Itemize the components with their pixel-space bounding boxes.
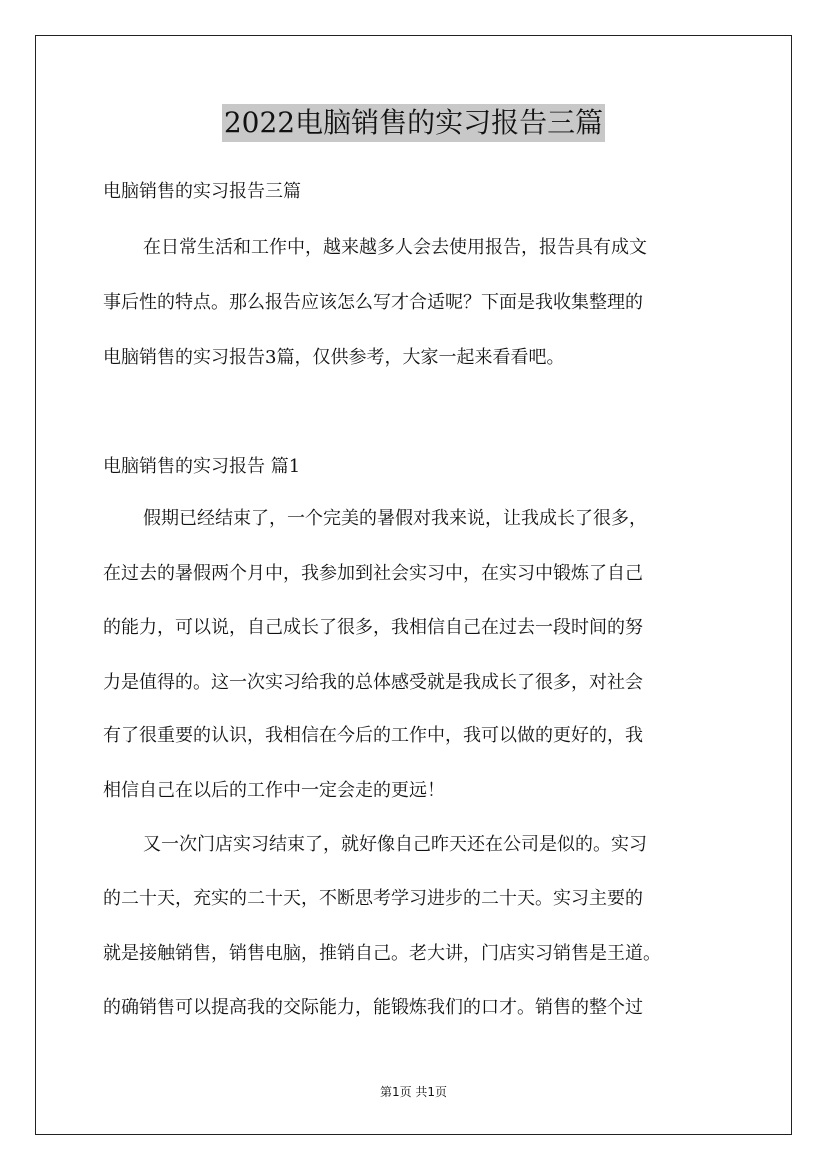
paragraph-line: 假期已经结束了，一个完美的暑假对我来说，让我成长了很多， (143, 508, 647, 529)
paragraph-line: 又一次门店实习结束了，就好像自己昨天还在公司是似的。实习 (143, 834, 647, 855)
document-title-text: 2022电脑销售的实习报告三篇 (222, 104, 605, 142)
intro-line: 电脑销售的实习报告3篇，仅供参考，大家一起来看看吧。 (103, 347, 565, 368)
paragraph-line: 的能力，可以说，自己成长了很多，我相信自己在过去一段时间的努 (103, 617, 643, 638)
paragraph-line: 在过去的暑假两个月中，我参加到社会实习中，在实习中锻炼了自己 (103, 563, 643, 584)
page-footer: 第1页 共1页 (379, 1085, 448, 1099)
paragraph-line: 有了很重要的认识，我相信在今后的工作中，我可以做的更好的，我 (103, 725, 643, 746)
subtitle: 电脑销售的实习报告三篇 (103, 181, 301, 202)
paragraph-line: 的二十天，充实的二十天，不断思考学习进步的二十天。实习主要的 (103, 888, 643, 909)
document-title (0, 104, 827, 142)
paragraph-line: 相信自己在以后的工作中一定会走的更远！ (103, 780, 445, 801)
paragraph-line: 就是接触销售，销售电脑，推销自己。老大讲，门店实习销售是王道。 (103, 943, 661, 964)
paragraph-line: 的确销售可以提高我的交际能力，能锻炼我们的口才。销售的整个过 (103, 997, 643, 1018)
paragraph-line: 力是值得的。这一次实习给我的总体感受就是我成长了很多，对社会 (103, 672, 643, 693)
section-heading: 电脑销售的实习报告 篇1 (103, 456, 301, 477)
intro-line: 事后性的特点。那么报告应该怎么写才合适呢？下面是我收集整理的 (103, 292, 643, 313)
intro-line: 在日常生活和工作中，越来越多人会去使用报告，报告具有成文 (143, 237, 647, 258)
